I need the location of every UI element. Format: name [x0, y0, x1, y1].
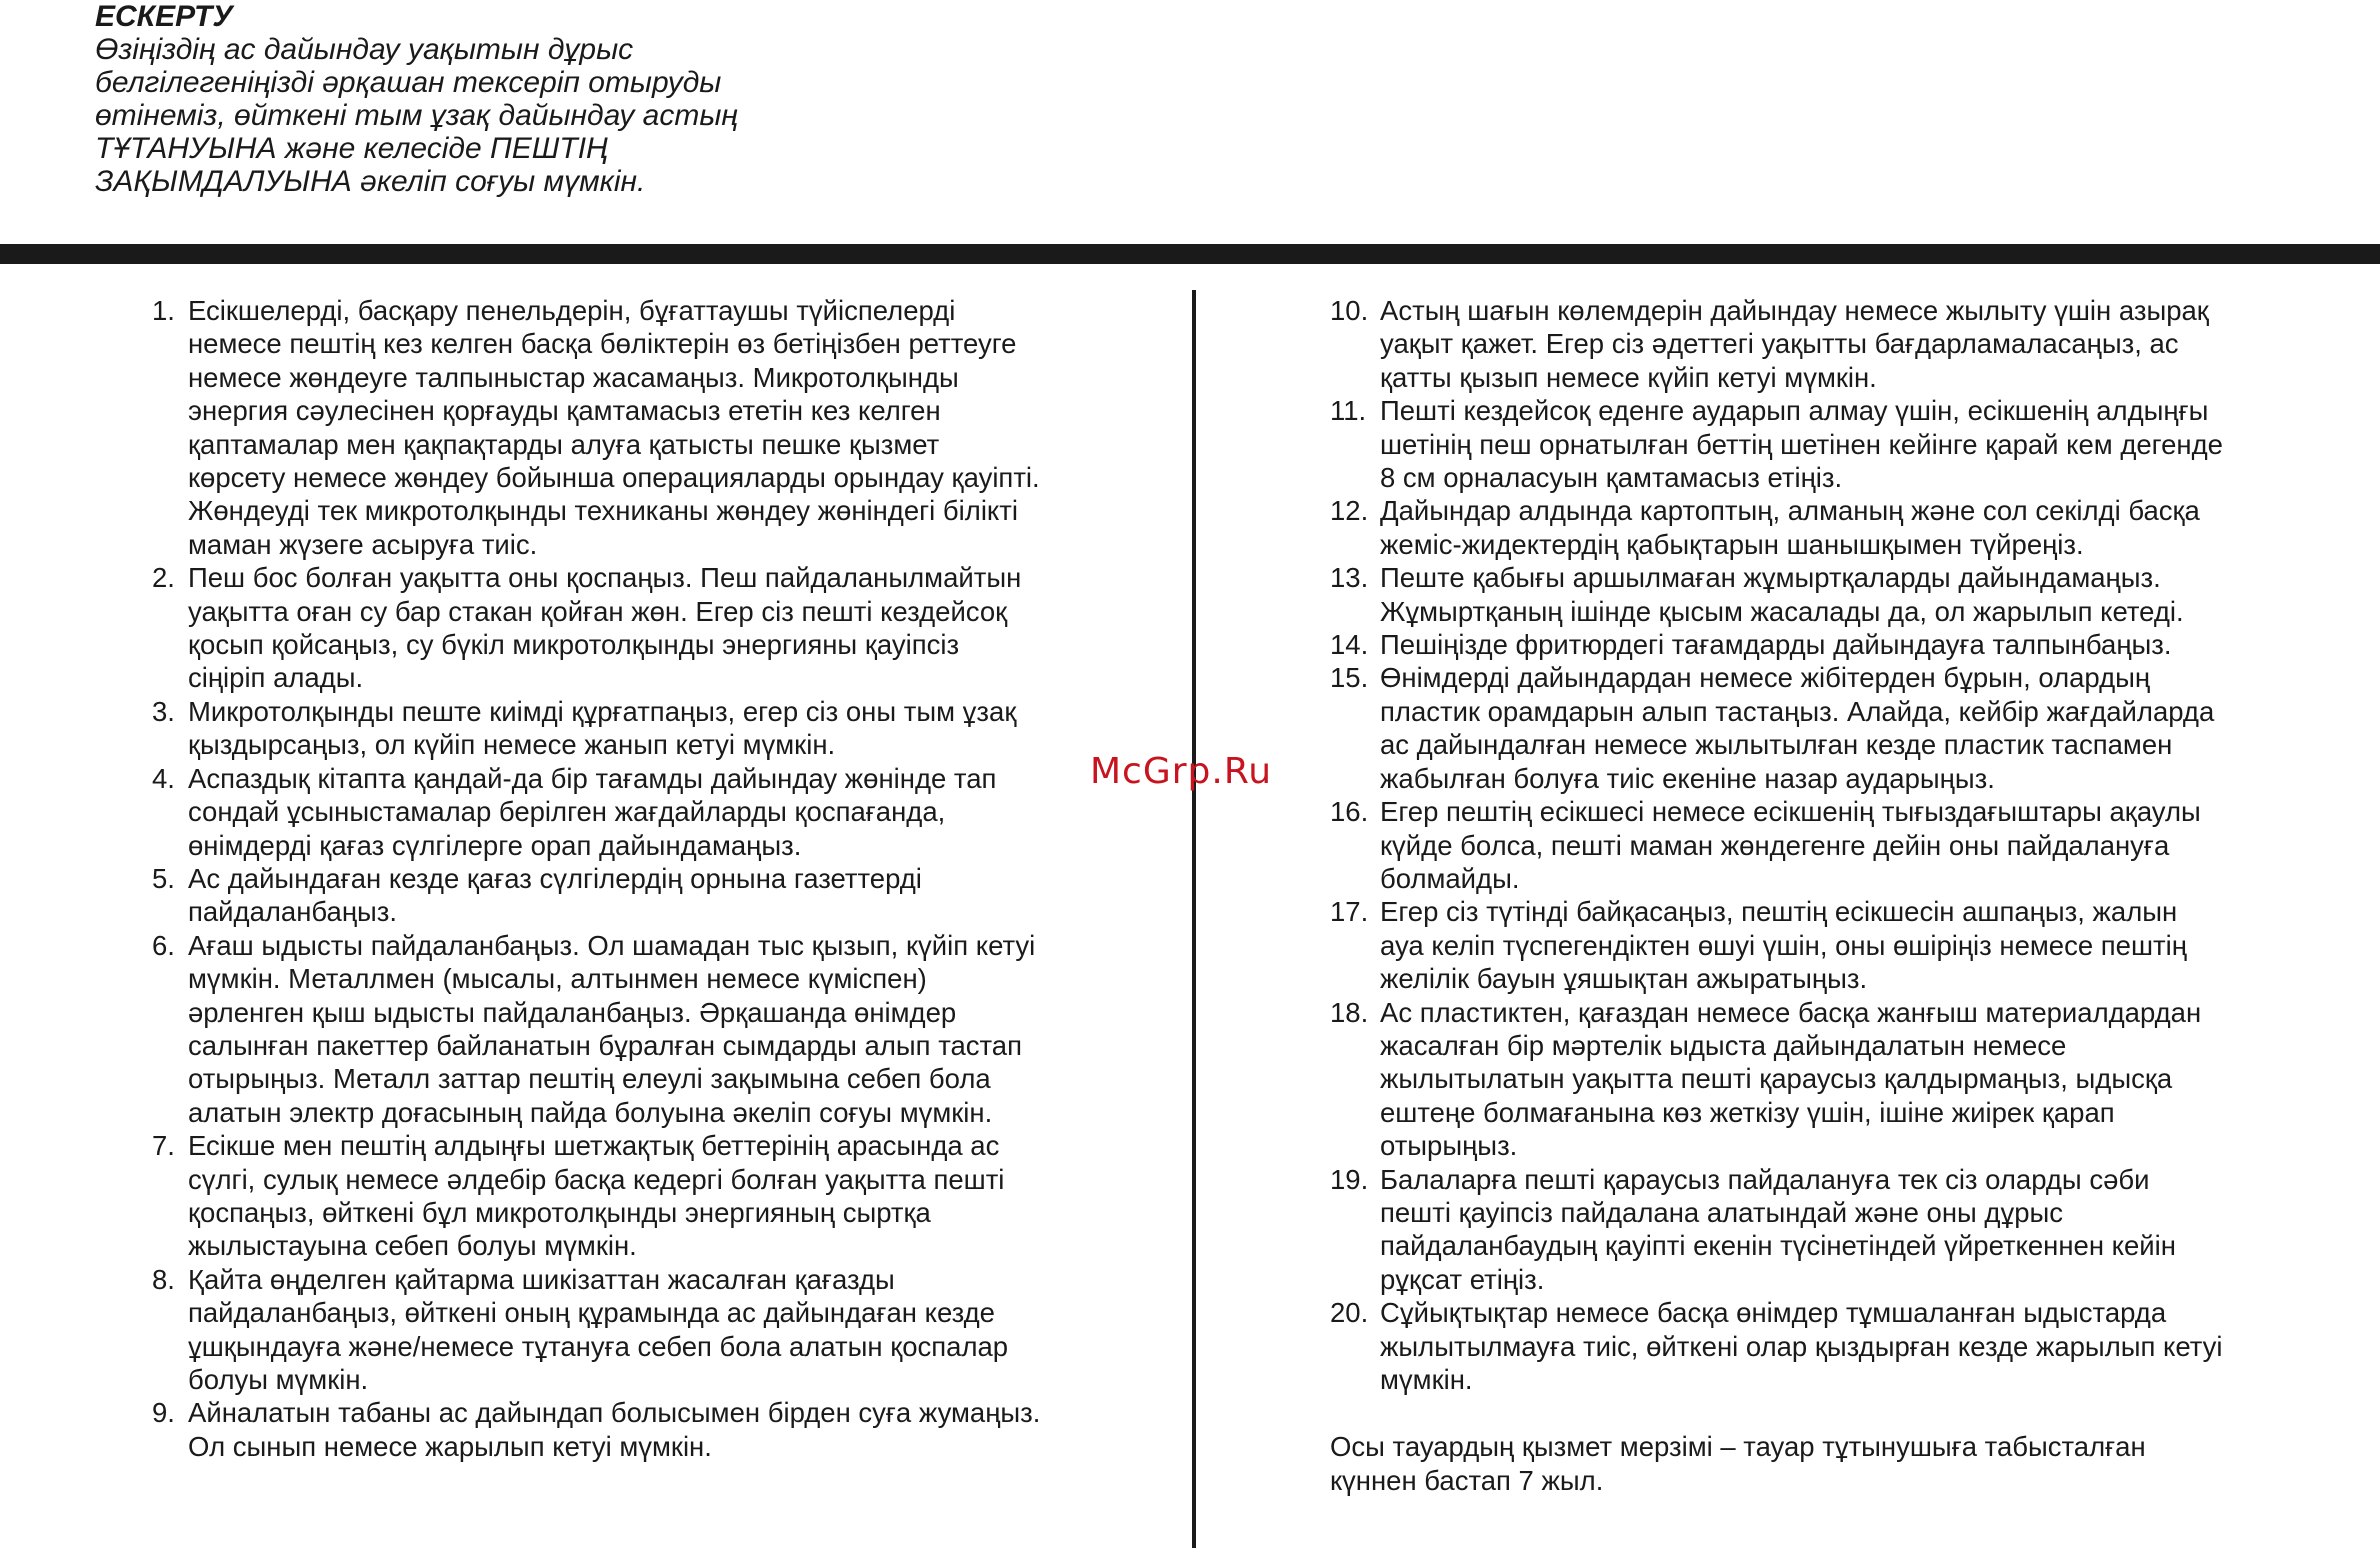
item-line: салынған пакеттер байланатын бұралған сымдарды алып тастап	[188, 1029, 1022, 1061]
item-line: рұқсат етіңіз.	[1380, 1263, 1545, 1295]
left-column	[152, 294, 1152, 1463]
list-item	[152, 294, 1152, 561]
item-line: мүмкін. Металлмен (мысалы, алтынмен немесе күміспен)	[188, 963, 927, 995]
list-item	[152, 929, 1152, 1129]
item-line: немесе пештің кез келген басқа бөліктерін өз бетіңізбен реттеуге	[188, 328, 1017, 360]
item-line: Айналатын табаны ас дайындап болысымен бірден суға жумаңыз.	[188, 1397, 1041, 1429]
item-number: 19.	[1330, 1163, 1369, 1195]
footer-line: күннен бастап 7 жыл.	[1330, 1464, 1604, 1496]
item-line: уақытта оған су бар стакан қойған жөн. Егер сіз пешті кездейсоқ	[188, 595, 1008, 627]
right-items	[1330, 294, 2330, 1396]
list-item	[1330, 996, 2330, 1163]
item-number: 10.	[1330, 295, 1369, 326]
list-item	[152, 1263, 1152, 1397]
item-number: 7.	[152, 1130, 175, 1162]
item-number: 15.	[1330, 662, 1369, 694]
item-line: Аспаздық кітапта қандай-да бір тағамды дайындау жөнінде тап	[188, 762, 997, 794]
list-item	[1330, 494, 2330, 561]
item-line: қыздырсаңыз, ол күйіп немесе жанып кетуі мүмкін.	[188, 729, 836, 761]
item-line: Пеш бос болған уақытта оны қоспаңыз. Пеш пайдаланылмайтын	[188, 562, 1022, 594]
watermark: McGrp.Ru	[1090, 751, 1273, 792]
list-item	[152, 1129, 1152, 1263]
item-line: алатын электр доғасының пайда болуына әкеліп соғуы мүмкін.	[188, 1096, 993, 1128]
item-line: Егер сіз түтінді байқасаңыз, пештің есікшесін ашпаңыз, жалын	[1380, 896, 2178, 928]
horizontal-divider	[0, 244, 2380, 264]
list-item	[152, 862, 1152, 929]
item-line: пайдаланбаңыз.	[188, 896, 398, 928]
item-line: Жөндеуді тек микротолқынды техниканы жөндеу жөніндегі білікті	[188, 495, 1018, 527]
item-number: 9.	[152, 1397, 175, 1429]
item-line: пайдаланбаңыз, өйткені оның құрамында ас дайындаған кезде	[188, 1297, 995, 1329]
item-number: 8.	[152, 1263, 175, 1295]
item-line: маман жүзеге асыруға тиіс.	[188, 528, 538, 560]
item-line: болмайды.	[1380, 862, 1520, 894]
item-line: жылыстауына себеп болуы мүмкін.	[188, 1230, 637, 1262]
item-line: әрленген қыш ыдысты пайдаланбаңыз. Әрқашанда өнімдер	[188, 996, 957, 1028]
item-line: Астың шағын көлемдерін дайындау немесе жылыту үшін азырақ	[1380, 295, 2209, 326]
item-line: пайдаланбаудың қауіпті екенін түсінетіндей үйреткеннен кейін	[1380, 1230, 2176, 1262]
item-number: 16.	[1330, 796, 1369, 828]
item-line: күйде болса, пешті маман жөндегенге дейін оны пайдалануға	[1380, 829, 2170, 861]
item-line: Дайындар алдында картоптың, алманың және сол секілді басқа	[1380, 495, 2200, 527]
item-line: мүмкін.	[1380, 1364, 1473, 1395]
warning-block	[95, 0, 915, 198]
item-line: Микротолқынды пеште киімді құрғатпаңыз, егер сіз оны тым ұзақ	[188, 695, 1017, 727]
item-line: Ағаш ыдысты пайдаланбаңыз. Ол шамадан тыс қызып, күйіп кетуі	[188, 929, 1036, 961]
item-number: 17.	[1330, 896, 1369, 928]
list-item	[1330, 628, 2330, 661]
item-line: ештеңе болмағанына көз жеткізу үшін, ішіне жиірек қарап	[1380, 1096, 2115, 1128]
item-line: қосып қойсаңыз, су бүкіл микротолқынды энергияны қауіпсіз	[188, 629, 960, 661]
item-number: 2.	[152, 562, 175, 594]
item-line: Пешті кездейсоқ еденге аударып алмау үшін, есікшенің алдыңғы	[1380, 395, 2209, 427]
footer-line: Осы тауардың қызмет мерзімі – тауар тұтынушыға табысталған	[1330, 1431, 2146, 1463]
item-line: 8 см орналасуын қамтамасыз етіңіз.	[1380, 462, 1843, 494]
list-item	[152, 1396, 1152, 1463]
right-column	[1330, 294, 2330, 1497]
item-line: Жұмыртқаның ішінде қысым жасалады да, ол жарылып кетеді.	[1380, 595, 2184, 627]
item-number: 18.	[1330, 996, 1369, 1028]
list-item	[152, 561, 1152, 695]
list-item	[1330, 1163, 2330, 1297]
item-line: өнімдерді қағаз сүлгілерге орап дайындамаңыз.	[188, 829, 802, 861]
item-line: ауа келіп түспегендіктен өшуі үшін, оны өшіріңіз немесе пештің	[1380, 929, 2187, 961]
warning-line: Өзіңіздің ас дайындау уақытын дұрыс	[95, 33, 634, 66]
warning-title: ЕСКЕРТУ	[95, 0, 233, 33]
list-item	[1330, 1296, 2330, 1396]
warning-line: ТҰТАНУЫНА және келесіде ПЕШТІҢ	[95, 132, 608, 165]
list-item	[1330, 394, 2330, 494]
item-line: пластик орамдарын алып тастаңыз. Алайда, кейбір жағдайларда	[1380, 695, 2215, 727]
item-number: 12.	[1330, 495, 1369, 527]
item-line: Ас пластиктен, қағаздан немесе басқа жанғыш материалдардан	[1380, 996, 2202, 1028]
list-item	[152, 762, 1152, 862]
item-number: 1.	[152, 295, 175, 326]
item-line: көрсету немесе жөндеу бойынша операцияларды орындау қауіпті.	[188, 462, 1040, 494]
item-line: жылытылатын уақытта пешті қараусыз қалдырмаңыз, ыдысқа	[1380, 1063, 2173, 1095]
item-line: Есікшелерді, басқару пенельдерін, бұғаттаушы түйіспелерді	[188, 295, 956, 326]
list-item	[1330, 294, 2330, 394]
item-number: 11.	[1330, 395, 1367, 427]
item-number: 20.	[1330, 1297, 1369, 1329]
list-item	[1330, 895, 2330, 995]
item-line: Қайта өңделген қайтарма шикізаттан жасалған қағазды	[188, 1263, 895, 1295]
item-line: жеміс-жидектердің қабықтарын шанышқымен түйреңіз.	[1380, 528, 2084, 560]
item-line: сондай ұсыныстамалар берілген жағдайларды қоспағанда,	[188, 796, 946, 828]
item-line: шетінің пеш орнатылған беттің шетінен кейінге қарай кем дегенде	[1380, 428, 2223, 460]
item-number: 3.	[152, 695, 175, 727]
item-line: ас дайындалған немесе жылытылған кезде пластик таспамен	[1380, 729, 2173, 761]
item-line: Егер пештің есікшесі немесе есікшенің тығыздағыштары ақаулы	[1380, 796, 2201, 828]
item-line: жабылған болуға тиіс екеніне назар аударыңыз.	[1380, 762, 1995, 794]
item-line: Есікше мен пештің алдыңғы шетжақтық беттерінің арасында ас	[188, 1130, 1000, 1162]
item-line: жылытылмауға тиіс, өйткені олар қыздырған кезде жарылып кетуі	[1380, 1330, 2223, 1362]
item-line: Сұйықтықтар немесе басқа өнімдер тұмшаланған ыдыстарда	[1380, 1297, 2167, 1329]
item-line: ұшқындауға және/немесе тұтануға себеп бола алатын қоспалар	[188, 1330, 1009, 1362]
warning-line: ЗАҚЫМДАЛУЫНА әкеліп соғуы мүмкін.	[95, 165, 646, 198]
item-line: Пешіңізде фритюрдегі тағамдарды дайындауға талпынбаңыз.	[1380, 629, 2172, 661]
item-line: уақыт қажет. Егер сіз әдеттегі уақытты бағдарламаласаңыз, ас	[1380, 328, 2179, 360]
item-line: пешті қауіпсіз пайдалана алатындай және оны дұрыс	[1380, 1196, 2064, 1228]
service-life-note	[1330, 1430, 2330, 1497]
item-line: Пеште қабығы аршылмаған жұмыртқаларды дайындамаңыз.	[1380, 562, 2161, 594]
list-item	[1330, 661, 2330, 795]
warning-line: белгілегеніңізді әрқашан тексеріп отыруды	[95, 66, 722, 99]
item-line: Өнімдерді дайындардан немесе жібітерден бұрын, олардың	[1380, 662, 2151, 694]
item-line: сіңіріп алады.	[188, 662, 364, 694]
warning-line: өтінеміз, өйткені тым ұзақ дайындау астың	[95, 99, 738, 132]
item-line: отырыңыз.	[1380, 1130, 1518, 1162]
item-line: немесе жөндеуге талпыныстар жасамаңыз. Микротолқынды	[188, 361, 959, 393]
list-item	[1330, 795, 2330, 895]
item-line: желілік бауын ұяшықтан ажыратыңыз.	[1380, 963, 1868, 995]
item-line: сүлгі, сулық немесе әлдебір басқа кедергі болған уақытта пешті	[188, 1163, 1005, 1195]
item-line: Балаларға пешті қараусыз пайдалануға тек сіз оларды сәби	[1380, 1163, 2150, 1195]
column-divider	[1192, 290, 1196, 1548]
item-number: 4.	[152, 762, 175, 794]
item-line: қоспаңыз, өйткені бұл микротолқынды энергияның сыртқа	[188, 1196, 931, 1228]
item-line: қатты қызып немесе күйіп кетуі мүмкін.	[1380, 361, 1877, 393]
item-line: энергия сәулесінен қорғауды қамтамасыз ететін кез келген	[188, 395, 941, 427]
item-line: қаптамалар мен қақпақтарды алуға қатысты пешке қызмет	[188, 428, 940, 460]
item-line: жасалған бір мәртелік ыдыста дайындалатын немесе	[1380, 1029, 2067, 1061]
item-line: болуы мүмкін.	[188, 1364, 369, 1395]
item-line: Ас дайындаған кезде қағаз сүлгілердің орнына газеттерді	[188, 862, 922, 894]
item-number: 14.	[1330, 629, 1369, 661]
item-line: отырыңыз. Металл заттар пештің елеулі зақымына себеп бола	[188, 1063, 991, 1095]
list-item	[1330, 561, 2330, 628]
item-line: Ол сынып немесе жарылып кетуі мүмкін.	[188, 1430, 712, 1462]
list-item	[152, 695, 1152, 762]
item-number: 6.	[152, 929, 175, 961]
item-number: 5.	[152, 862, 175, 894]
item-number: 13.	[1330, 562, 1369, 594]
